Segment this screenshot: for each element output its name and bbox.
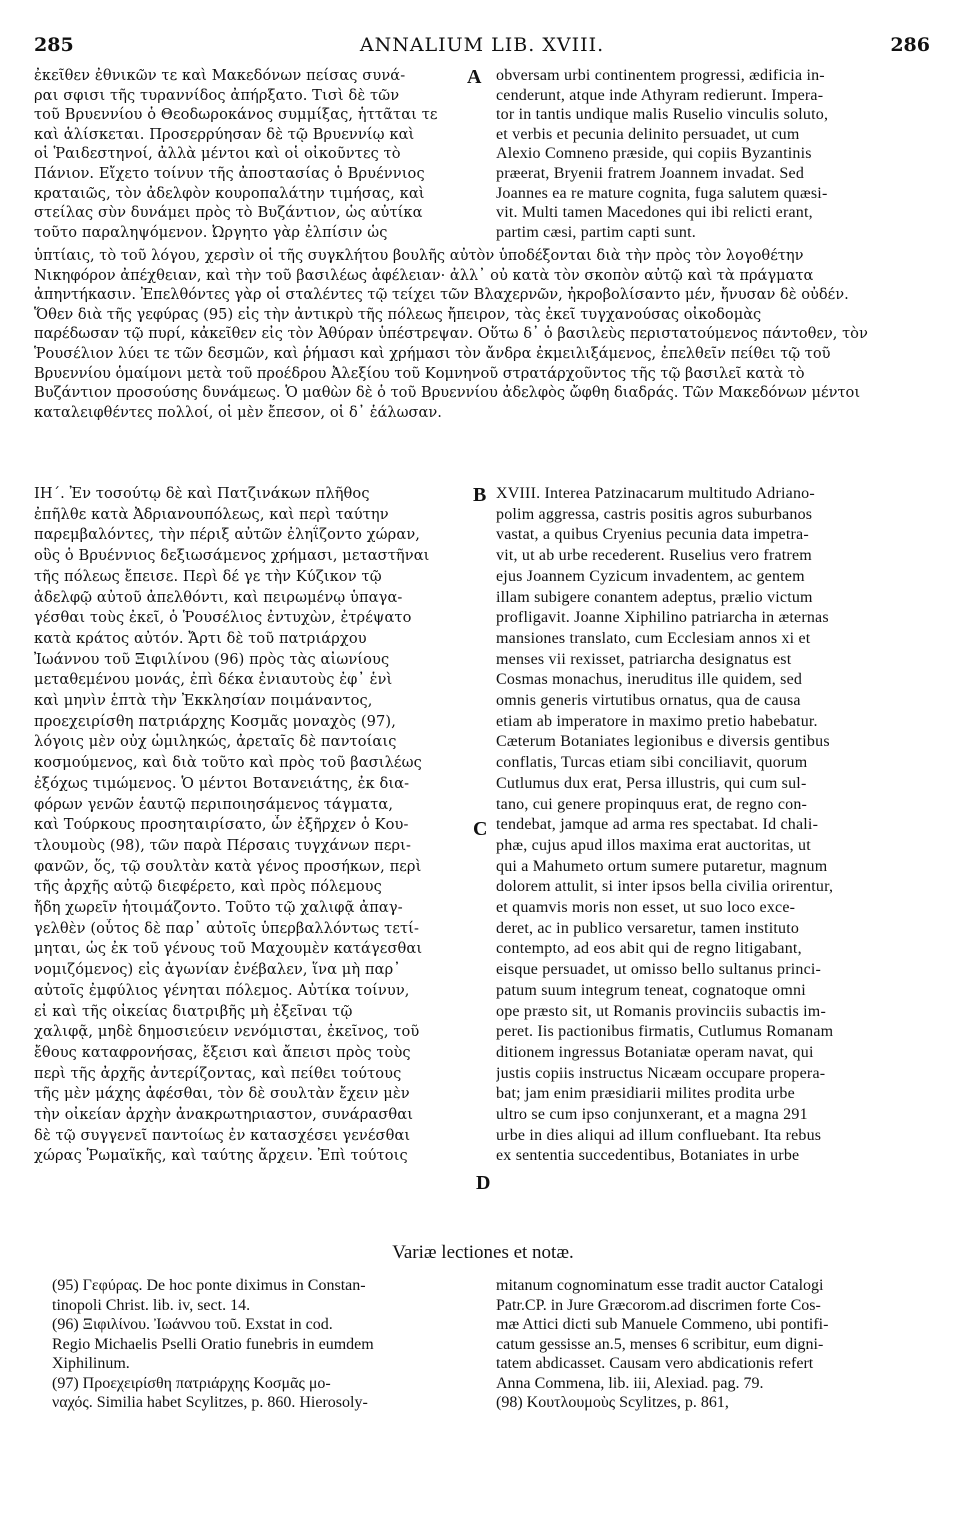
greek-full-width-line: Νικηφόρον ἀπέχθειαν, καὶ τὴν τοῦ βασιλέως ἀφέλειαν· ἀλλ᾽ οὐ κατὰ τὸν σκοπὸν αὐτῷ καὶ τὰ πράγματα [34,266,814,284]
latin-column-line: partim cæsi, partim capti sunt. [496,223,696,241]
greek-column-line: στείλας σὺν δυνάμει πρὸς τὸ Βυζάντιον, ὡς αὐτίκα [34,204,423,222]
latin-column-line: menses vii rexisset, patriarcha designatus est [496,650,792,668]
note-line: catum gessisse an.5, menses 6 scribitur, eum digni- [496,1335,824,1353]
note-line: Patr.CP. in Jure Græcorom.ad discrimen forte Cos- [496,1296,821,1314]
greek-full-width-line: Βυζάντιον προσούσης δυνάμεως. Ὁ μαθὼν δὲ ὁ τοῦ Βρυεννίου ἀδελφὸς ὤφθη διαδράς. Τῶν Μακεδόνων μέντοι [34,384,861,402]
latin-column-line: etiam ab imperatore in maximo pretio habebatur. [496,712,818,730]
latin-column-line: cenderunt, atque inde Athyram redierunt. Impera- [496,86,824,104]
running-title: ANNALIUM LIB. XVIII. [359,34,605,56]
greek-full-width-line: Ὅθεν διὰ τῆς γεφύρας (95) εἰς τὴν ἀντικρὺ τῆς πόλεως ἤπειρον, τὰς ἐκεῖ τυγχανούσας οἰκοδομὰς [34,305,762,323]
greek-full-width-line: παρέδωσαν τῷ πυρί, κἀκεῖθεν εἰς τὸν Ἀθύραν ὑπέστρεψαν. Οὕτω δ᾽ ὁ βασιλεὺς περιστατούμενος πάντοθεν, τὸν [34,325,868,343]
greek-column-line: ἐπῆλθε κατὰ Ἀδριανουπόλεως, καὶ περὶ ταύτην [34,505,389,523]
greek-column-line: ἐξόχως τιμώμενος. Ὁ μέντοι Βοτανειάτης, ἐκ δια- [34,774,410,792]
greek-full-width-line: ἀπηντήκασιν. Ἐπελθόντες γὰρ οἱ σταλέντες τῷ τείχει τῶν Βλαχερνῶν, ἠκροβολίσαντο μέν, ἤνυσαν δὲ οὐδέν. [34,286,849,304]
note-line: Anna Commena, lib. iii, Alexiad. pag. 79. [496,1374,764,1392]
note-line: (98) Κουτλουμοὺς Scylitzes, p. 861, [496,1394,729,1411]
greek-full-width-line: καταλειφθέντες πολλοί, οἱ μὲν ἔπεσον, οἱ δ᾽ ἑάλωσαν. [34,403,442,421]
latin-column-line: tano, cui genere propinquus erat, de regno con- [496,795,808,813]
margin-marker-c: C [473,818,488,840]
note-line: mitanum cognominatum esse tradit auctor Catalogi [496,1277,824,1294]
greek-column-line: νομιζόμενος) εἰς ἀγωνίαν ἐνέβαλεν, ἵνα μὴ παρ᾽ [34,961,401,979]
greek-column-line: ἤδη χωρεῖν ἡτοιμάζοντο. Τοῦτο τῷ χαλιφᾷ ἀπαγ- [34,899,403,916]
greek-column-line: προεχειρίσθη πατριάρχης Κοσμᾶς μοναχὸς (97), [34,712,396,730]
greek-column-line: τῆς πόλεως ἔπεισε. Περὶ δέ γε τὴν Κύζικον τῷ [34,567,382,585]
latin-column-line: justis copiis instructus Nicæam occupare propera- [496,1064,826,1082]
latin-column-line: polim aggressa, castris positis agros suburbanos [496,505,813,523]
latin-column-line: tendebat, jamque ad arma res spectabat. Id chali- [496,816,819,834]
greek-column-line: γέσθαι τοὺς ἐκεῖ, ὁ Ῥουσέλιος ἐντυχὼν, ἐτρέψατο [34,609,412,627]
latin-column-line: conflatis, Turcas etiam sibi conciliavit, quorum [496,754,808,772]
note-line: (97) Προεχειρίσθη πατριάρχης Κοσμᾶς μο- [52,1374,331,1392]
latin-column-line: bat; jam enim præsidiarii milites prodita urbe [496,1085,795,1103]
latin-column-line: Joannes ea re mature cognita, fuga salutem quæsi- [496,184,828,202]
note-line: tatem abdicasset. Causam vero abdicationis refert [496,1355,814,1372]
greek-column-line: δὲ τῷ συγγενεῖ παντοίως ἐν κατασχέσει γενέσθαι [34,1126,411,1144]
latin-column-line: profligavit. Joanne Xiphilino patriarcha in æternas [496,609,829,627]
latin-column-line: eisque persuadet, ut omisso bello sultanus princi- [496,961,822,979]
greek-column-line: καὶ μηνὶν ἑπτὰ τὴν Ἐκκλησίαν ποιμάναντος, [34,692,373,709]
greek-column-line: τοῦ Βρυεννίου ὁ Θεοδωροκάνος συμμίξας, ἡττᾶται τε [34,106,438,124]
page-number-right: 286 [890,34,930,56]
margin-marker-b: B [473,484,487,506]
latin-column-line: ditionem ingressus Botaniatæ operam navat, qui [496,1043,814,1061]
greek-column-line: παρεμβαλόντες, τὴν πέριξ αὐτῶν ἐληΐζοντο χώραν, [34,526,421,544]
latin-column-line: omnis generis virtutibus ornatus, qua de causa [496,692,801,709]
greek-column-line: ἐκεῖθεν ἐθνικῶν τε καὶ Μακεδόνων πείσας συνά- [34,67,406,84]
greek-column-line: καὶ ἁλίσκεται. Προσερρύησαν δὲ τῷ Βρυεννίῳ καὶ [34,125,415,143]
latin-column-line: et quamvis moris non esset, ut suo loco exce- [496,899,796,916]
greek-column-line: εἰ καὶ τῆς οἰκείας διατριβῆς μὴ ἐξεῖναι τῷ [34,1002,353,1020]
latin-column-line: vit. Multi tamen Macedones qui ibi relicti erant, [496,204,813,222]
latin-column-line: ex sententia succedentibus, Botaniates in urbe [496,1147,800,1165]
latin-column-line: Cæterum Botaniates legionibus e diversis gentibus [496,733,830,751]
greek-column-line: οἱ Ῥαιδεστηνοί, ἀλλὰ μέντοι καὶ οἱ οἰκοῦντες τὸ [34,145,401,163]
margin-marker-d: D [476,1172,491,1194]
greek-column-line: ΙΗ΄. Ἐν τοσούτῳ δὲ καὶ Πατζινάκων πλῆθος [34,485,370,502]
greek-column-line: κατὰ κράτος αὐτόν. Ἄρτι δὲ τοῦ πατριάρχου [34,629,367,647]
greek-column-line: γελθὲν (οὗτος δὲ παρ᾽ αὐτοῖς ὑπερβαλλόντως τετί- [34,919,420,937]
greek-column-line: κραταιῶς, τὸν ἀδελφὸν κουροπαλάτην τιμήσας, καὶ [34,184,425,202]
latin-column-line: ope præsto sit, ut Romanis provinciis subactis im- [496,1002,826,1020]
margin-marker-a: A [467,66,482,88]
greek-column-line: μηται, ὡς ἐκ τοῦ γένους τοῦ Μαχουμὲν κατάγεσθαι [34,940,423,958]
latin-column-line: phæ, cujus apud illos maxima erat auctoritas, ut [496,836,811,854]
latin-column-line: ultro se cum ipso conjunxerant, et a magna 291 [496,1106,808,1123]
greek-column-line: ραι σφισι τῆς τυραννίδος ἀπήρξατο. Τισὶ δὲ τῶν [34,86,400,104]
greek-column-line: τῆς μὲν μάχης ἀφέσθαι, τὸν δὲ σουλτὰν ἔχειν μὲν [34,1085,410,1103]
note-line: mæ Attici dicti sub Manuele Commeno, ubi pontifi- [496,1316,829,1333]
latin-column-line: patum suum integrum teneat, cognatoque omni [496,981,806,999]
greek-column-line: τῆς ἀρχῆς αὐτῷ διεφέρετο, καὶ πρὸς πόλεμους [34,878,382,896]
greek-column-line: μεταθεμένου μονάς, ἐπὶ δέκα ἐνιαυτοὺς ἐφ᾽ ἑνὶ [34,671,393,689]
latin-column-line: XVIII. Interea Patzinacarum multitudo Adriano- [496,485,815,502]
latin-column-line: illam subigere conantem adeptus, prælio victum [496,588,813,606]
greek-column-line: οὓς ὁ Βρυέννιος δεξιωσάμενος χρήμασι, μεταστῆναι [34,547,430,565]
latin-column-line: tor in tantis undique malis Ruselio vinculis soluto, [496,106,829,124]
latin-column-line: dolorem attulit, si inter ipsos bella civilia orirentur, [496,878,834,896]
latin-column-line: præerat, Bryenii fratrem Joannem invadat. Sed [496,165,805,182]
note-line: Regio Michaelis Pselli Oratio funebris in eumdem [52,1335,374,1353]
page-number-left: 285 [34,34,74,56]
latin-column-line: contempto, ad eos abit qui de regno litigabant, [496,940,802,958]
note-line: tinopoli Christ. lib. iv, sect. 14. [52,1296,251,1314]
greek-column-line: καὶ Τούρκους προσηταιρίσατο, ὧν ἐξῆρχεν ὁ Κου- [34,816,409,834]
greek-full-width-line: Βρυεννίου ὁμαίμονι μετὰ τοῦ προέδρου Ἀλεξίου τοῦ Κομνηνοῦ στρατάρχοῦντος τῆς τῷ βασιλεῖ κατὰ τὸ [34,364,805,382]
latin-column-line: deret, ac in publico versaretur, tamen instituto [496,919,800,937]
greek-full-width-line: Ῥουσέλιον λύει τε τῶν δεσμῶν, καὶ ῥήμασι καὶ χρήμασι τὸν ἄνδρα ἐκμειλιξάμενος, ἐπελθεῖν πείθει τῷ τοῦ [34,345,831,362]
latin-column-line: vit, ut ab urbe recederent. Ruselius vero fratrem [496,547,812,565]
notes-heading: Variæ lectiones et notæ. [392,1242,574,1263]
latin-column-line: obversam urbi continentem progressi, ædificia in- [496,67,825,84]
greek-column-line: ἔθους καταφρονήσας, ἔξεισι καὶ ἄπεισι πρὸς τοὺς [34,1043,411,1061]
greek-column-line: Ἰωάννου τοῦ Ξιφιλίνου (96) πρὸς τὰς αἰωνίους [34,650,390,668]
greek-column-line: ἀδελφῷ αὐτοῦ ἀπελθόντι, καὶ πειρωμένῳ ὑπαγα- [34,588,403,606]
greek-column-line: λόγοις μὲν οὐχ ὡμιληκώς, ἀρεταῖς δὲ παντοίαις [34,733,397,751]
latin-column-line: vastat, a quibus Cryenius pecunia data impetra- [496,526,809,544]
greek-column-line: φόρων γενῶν ἑαυτῷ περιποιησάμενος τάγματα, [34,795,394,813]
greek-column-line: αὐτοῖς ἐμφύλιος γένηται πόλεμος. Αὐτίκα τοίνυν, [34,981,410,999]
greek-column-line: χαλιφᾷ, μηδὲ δημοσιεύειν νενόμισται, ἐκεῖνος, τοῦ [34,1023,420,1041]
latin-column-line: Cutlumus dux erat, Persa illustris, qui cum sul- [496,774,807,792]
greek-column-line: τὴν οἰκείαν ἀρχὴν ἀνακρωτηριαστον, συνάρασθαι [34,1106,414,1123]
latin-column-line: ejus Joannem Cyzicum invadentem, ac gentem [496,567,805,585]
latin-column-line: et verbis et pecunia delinito persuadet, ut cum [496,125,800,143]
latin-column-line: Cosmas monachus, ineruditus ille quidem, sed [496,671,803,689]
greek-column-line: χώρας Ῥωμαϊκῆς, καὶ ταύτης ἄρχειν. Ἐπὶ τούτοις [34,1147,408,1165]
page-header [34,34,930,60]
latin-column-line: urbe in dies aliqui ad illum confluebant. Ita rebus [496,1126,822,1144]
greek-column-line: κοσμούμενος, καὶ διὰ τοῦτο καὶ πρὸς τοῦ βασιλέως [34,754,422,772]
greek-column-line: Πάνιον. Εἴχετο τοίνυν τῆς ἀποστασίας ὁ Βρυέννιος [34,165,425,182]
latin-column-line: qui a Mahumeto ortum sumere putaretur, magnum [496,857,828,875]
note-line: Xiphilinum. [52,1355,130,1372]
greek-column-line: φανῶν, ὅς, τῷ σουλτὰν κατὰ γένος προσήκων, περὶ [34,857,422,875]
latin-column-line: mansiones translato, cum Ecclesiam annos xi et [496,629,811,647]
latin-column-line: Alexio Comneno præside, qui copiis Byzantinis [496,145,812,163]
note-line: ναχός. Similia habet Scylitzes, p. 860. Hierosoly- [52,1394,368,1411]
greek-column-line: τλουμοὺς (98), τῶν παρὰ Πέρσαις τυγχάνων περι- [34,836,412,854]
greek-column-line: τοῦτο παραληψόμενον. Ὠργητο γὰρ ἐλπίσιν ὡς [34,223,388,241]
note-line: (95) Γεφύρας. De hoc ponte diximus in Constan- [52,1277,366,1294]
latin-column-line: peret. Iis pactionibus firmatis, Cutlumus Romanam [496,1023,834,1041]
greek-full-width-line: ὑπτίαις, τὸ τοῦ λόγου, χερσὶν οἱ τῆς συγκλήτου βουλῆς αὐτὸν ὑποδέξονται διὰ τὴν πρὸς τὸν λογοθέτην [34,247,804,264]
note-line: (96) Ξιφιλίνου. Ἰωάννου τοῦ. Exstat in cod. [52,1316,333,1333]
greek-column-line: περὶ τῆς ἀρχῆς ἀντερίζοντας, καὶ πείθει τούτους [34,1064,402,1082]
